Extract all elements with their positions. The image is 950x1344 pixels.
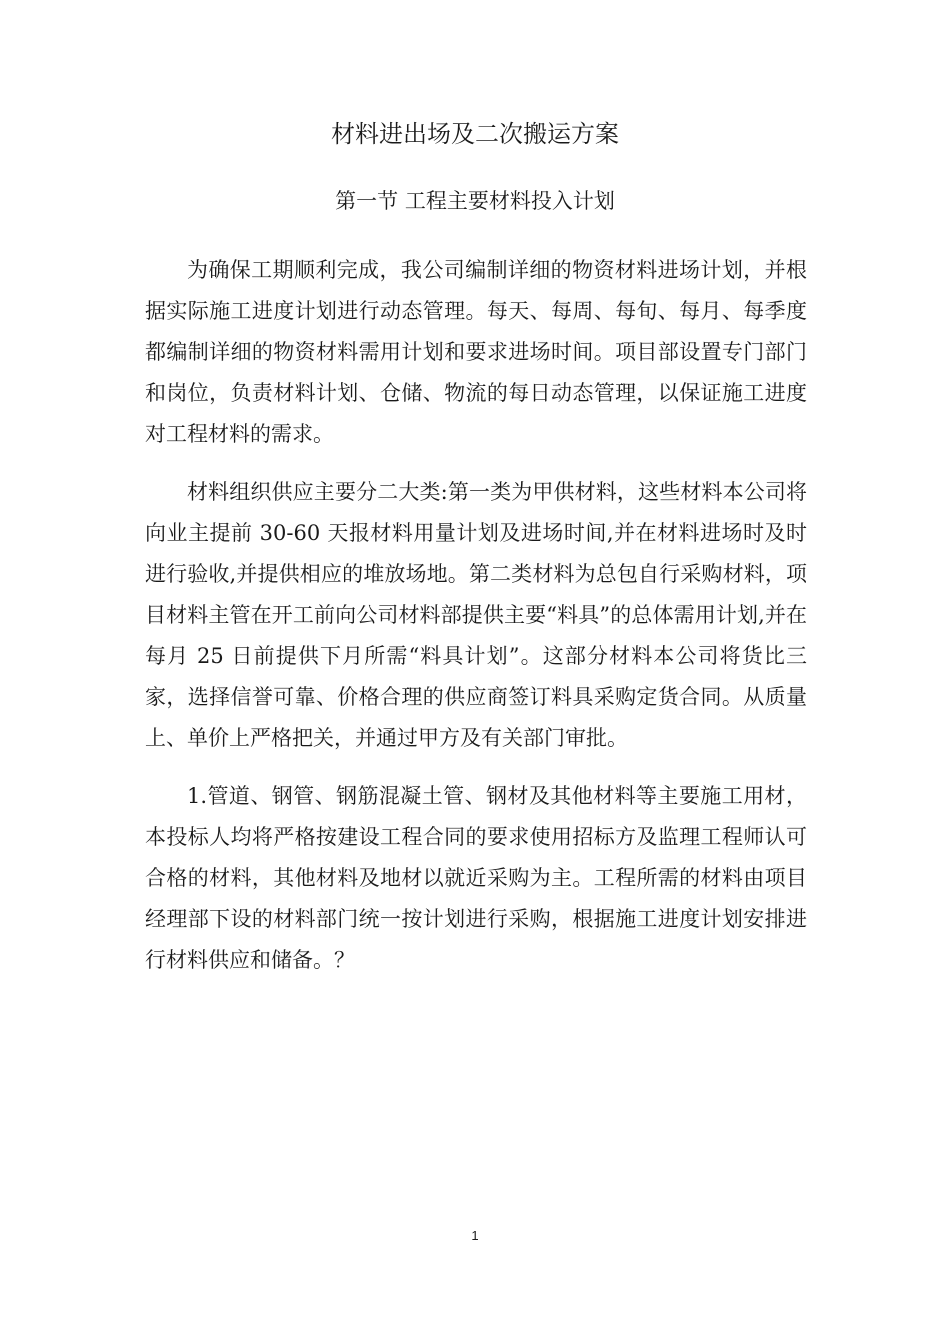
page-number: 1 — [471, 1228, 479, 1243]
document-title: 材料进出场及二次搬运方案 — [331, 120, 619, 148]
document-body — [145, 250, 807, 998]
paragraph-2: 材料组织供应主要分二大类:第一类为甲供材料，这些材料本公司将向业主提前 30-60 天报材料用量计划及进场时间,并在材料进场时及时进行验收,并提供相应的堆放场地。第二类材料为总包自行采购材料，项目材料主管在开工前向公司材料部提供主要“料具”的总体需用计划,并在每月 25 日前提供下月所需“料具计划”。这部分材料本公司将货比三家，选择信誉可靠、价格合理的供应商签订料具采购定货合同。从质量上、单价上严格把关，并通过甲方及有关部门审批。 — [145, 480, 807, 750]
paragraph-1: 为确保工期顺利完成，我公司编制详细的物资材料进场计划，并根据实际施工进度计划进行动态管理。每天、每周、每旬、每月、每季度都编制详细的物资材料需用计划和要求进场时间。项目部设置专门部门和岗位，负责材料计划、仓储、物流的每日动态管理，以保证施工进度对工程材料的需求。 — [145, 258, 807, 446]
paragraph-3: 1.管道、钢管、钢筋混凝土管、钢材及其他材料等主要施工用材，本投标人均将严格按建设工程合同的要求使用招标方及监理工程师认可合格的材料，其他材料及地材以就近采购为主。工程所需的材料由项目经理部下设的材料部门统一按计划进行采购，根据施工进度计划安排进行材料供应和储备。？ — [145, 784, 807, 972]
section-title: 第一节 工程主要材料投入计划 — [335, 189, 615, 213]
